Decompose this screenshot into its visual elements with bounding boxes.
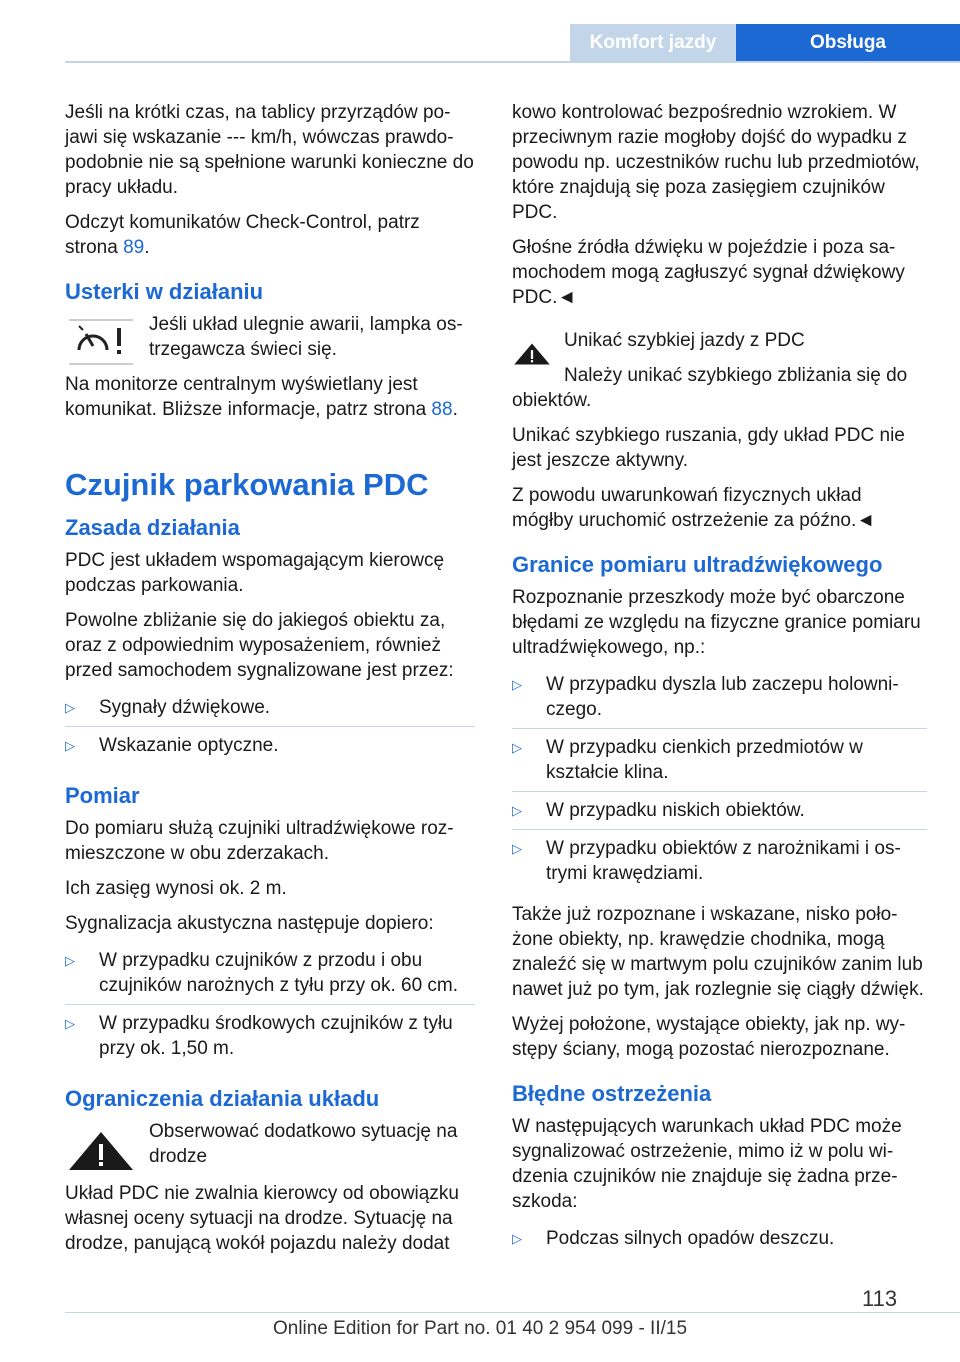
paragraph: Należy unikać szybkiego zbliżania się do obiektów. — [512, 365, 908, 411]
warning-block — [65, 1119, 475, 1181]
list-item — [65, 1004, 475, 1067]
bullet-list — [65, 946, 475, 1067]
paragraph: Jeśli na krótki czas, na tablicy przyrządów pojawi się wskazanie --- km/h, wówczas prawdopodobnie nie są spełnione warunki konieczne do pracy układu. — [65, 102, 474, 198]
warning-triangle-icon — [65, 1125, 137, 1177]
list-item-text: Sygnały dźwiękowe. — [99, 697, 271, 718]
section-heading-pomiar: Pomiar — [65, 783, 140, 808]
paragraph: Głośne źródła dźwięku w pojeździe i poza samochodem mogą zagłuszyć sygnał dźwiękowy PDC.◄ — [512, 237, 905, 308]
paragraph: Układ PDC nie zwalnia kierowcy od obowiązku własnej oceny sytuacji na drodze. Sytuację na drodze, panującą wokół pojazdu należy dodat — [65, 1183, 459, 1254]
text: Odczyt komunikatów Check-Control, patrz strona — [65, 212, 420, 258]
footer-divider — [65, 1312, 960, 1313]
triangle-bullet-icon: ▷ — [512, 677, 522, 692]
list-item-text: W przypadku czujników z przodu i obu czujników narożnych z tyłu przy ok. 60 cm. — [99, 950, 459, 996]
edition-footer: Online Edition for Part no. 01 40 2 954 099 - II/15 — [272, 1318, 688, 1339]
chapter-heading-pdc: Czujnik parkowania PDC — [65, 467, 429, 502]
right-column — [512, 100, 927, 1267]
list-item — [512, 1224, 927, 1257]
triangle-bullet-icon: ▷ — [512, 803, 522, 818]
page-number: 113 — [862, 1286, 898, 1311]
list-item — [65, 946, 475, 1004]
list-item-text: W przypadku cienkich przedmiotów w kształcie klina. — [546, 737, 863, 783]
paragraph: Także już rozpoznane i wskazane, nisko położone obiekty, np. krawędzie chodnika, mogą znaleźć się w martwym polu czujników zanim lub nawet już po tym, jak rozlegnie się ciągły dźwięk. — [512, 904, 924, 1000]
bullet-list — [512, 1224, 927, 1257]
text: Na monitorze centralnym wyświetlany jest komunikat. Bliższe informacje, patrz strona — [65, 374, 432, 420]
paragraph: Jeśli układ ulegnie awarii, lampka ostrzegawcza świeci się. — [149, 314, 463, 360]
paragraph: Unikać szybkiego ruszania, gdy układ PDC nie jest jeszcze aktywny. — [512, 425, 905, 471]
paragraph: Powolne zbliżanie się do jakiegoś obiektu za, oraz z odpowiednim wyposażeniem, również przed samochodem sygnalizowane jest przez: — [65, 610, 454, 681]
list-item — [512, 728, 927, 791]
list-item — [512, 829, 927, 892]
triangle-bullet-icon: ▷ — [65, 953, 75, 968]
section-heading-zasada: Zasada działania — [65, 515, 240, 540]
paragraph: Ich zasięg wynosi ok. 2 m. — [65, 878, 287, 899]
paragraph — [65, 372, 475, 422]
paragraph: Z powodu uwarunkowań fizycznych układ mógłby uruchomić ostrzeżenie za późno.◄ — [512, 485, 876, 531]
list-item — [512, 670, 927, 728]
list-item-text: W przypadku obiektów z narożnikami i ostrymi krawędziami. — [546, 838, 901, 884]
page-link-89[interactable]: 89 — [123, 237, 145, 258]
bullet-list — [512, 670, 927, 892]
list-item — [512, 791, 927, 829]
triangle-bullet-icon: ▷ — [512, 740, 522, 755]
text: . — [452, 399, 458, 420]
malfunction-block — [65, 312, 475, 422]
section-heading-bledne: Błędne ostrzeżenia — [512, 1081, 712, 1106]
left-column — [65, 100, 475, 1266]
list-item-text: W przypadku środkowych czujników z tyłu przy ok. 1,50 m. — [99, 1013, 453, 1059]
paragraph: Do pomiaru służą czujniki ultradźwiękowe rozmieszczone w obu zderzakach. — [65, 818, 454, 864]
header-section-tab: Komfort jazdy — [570, 24, 736, 62]
paragraph: Sygnalizacja akustyczna następuje dopiero: — [65, 913, 434, 934]
paragraph: Wyżej położone, wystające obiekty, jak np. występy ściany, mogą pozostać nierozpoznane. — [512, 1014, 906, 1060]
header-divider — [65, 61, 960, 63]
list-item-text: Podczas silnych opadów deszczu. — [546, 1228, 835, 1249]
page-link-88[interactable]: 88 — [431, 399, 453, 420]
triangle-bullet-icon: ▷ — [512, 841, 522, 856]
text: . — [144, 237, 150, 258]
header-chapter-tab: Obsługa — [736, 24, 960, 62]
triangle-bullet-icon: ▷ — [65, 700, 75, 715]
bullet-list — [65, 693, 475, 764]
triangle-bullet-icon: ▷ — [65, 738, 75, 753]
warning-triangle-icon — [512, 334, 552, 374]
list-item-text: W przypadku niskich obiektów. — [546, 800, 805, 821]
warning-title: Unikać szybkiej jazdy z PDC — [564, 330, 805, 351]
section-heading-usterki: Usterki w działaniu — [65, 279, 264, 304]
section-heading-granice: Granice pomiaru ultradźwiękowego — [512, 552, 883, 577]
paragraph: kowo kontrolować bezpośrednio wzrokiem. W przeciwnym razie mogłoby dojść do wypadku z powodu np. uczestników ruchu lub przedmiotów, które znajdują się poza zasięgiem czujników PDC. — [512, 102, 920, 223]
triangle-bullet-icon: ▷ — [512, 1231, 522, 1246]
paragraph: Rozpoznanie przeszkody może być obarczone błędami ze względu na fizyczne granice pomiaru ultradźwiękowego, np.: — [512, 587, 921, 658]
triangle-bullet-icon: ▷ — [65, 1016, 75, 1031]
list-item-text: W przypadku dyszla lub zaczepu holowniczego. — [546, 674, 899, 720]
paragraph — [65, 210, 475, 260]
paragraph: PDC jest układem wspomagającym kierowcę podczas parkowania. — [65, 550, 445, 596]
list-item-text: Wskazanie optyczne. — [99, 735, 279, 756]
list-item — [65, 693, 475, 726]
paragraph: W następujących warunkach układ PDC może sygnalizować ostrzeżenie, mimo iż w polu widzenia czujników nie znajduje się żadna przeszkoda: — [512, 1116, 902, 1212]
section-heading-ograniczenia: Ograniczenia działania układu — [65, 1086, 380, 1111]
list-item — [65, 726, 475, 764]
warning-block — [512, 328, 927, 413]
pdc-warning-lamp-icon — [65, 316, 137, 368]
warning-title: Obserwować dodatkowo sytuację na drodze — [149, 1121, 458, 1167]
